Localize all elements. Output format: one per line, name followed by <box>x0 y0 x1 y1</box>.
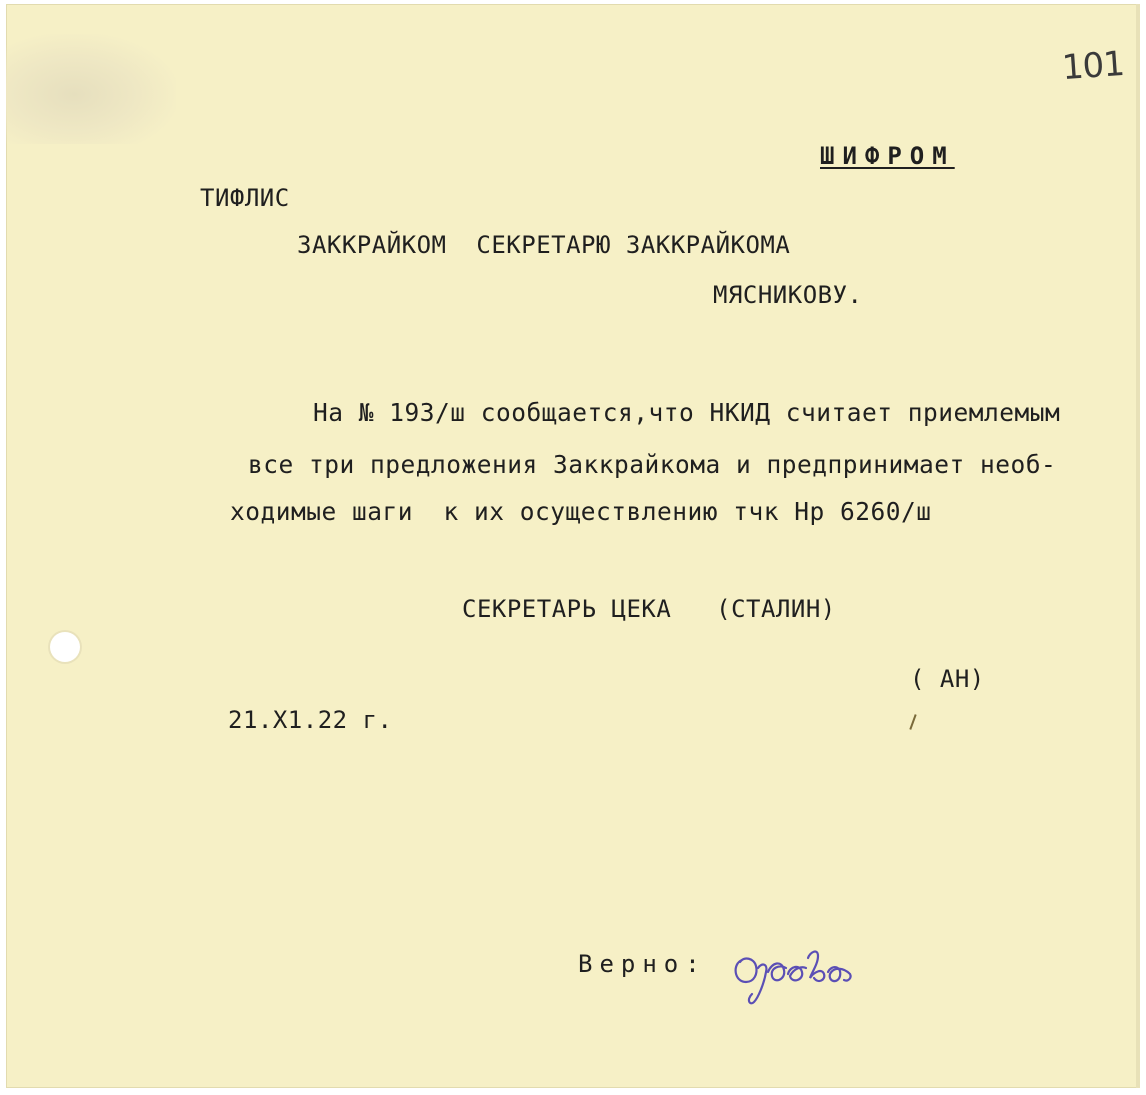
document-date: 21.Х1.22 г. <box>228 706 393 734</box>
destination-city: ТИФЛИС <box>200 184 290 212</box>
recipient-name: МЯСНИКОВУ. <box>713 281 863 309</box>
classification-heading: ШИФРОМ <box>820 142 955 170</box>
document-sheet <box>6 4 1140 1088</box>
typist-initials: ( АН) <box>910 665 985 693</box>
verified-label: Верно: <box>578 950 707 978</box>
body-line-1: На № 193/ш сообщается,что НКИД считает приемлемым <box>313 398 1061 427</box>
paper-stain <box>6 34 176 144</box>
addressee-line: ЗАККРАЙКОМ СЕКРЕТАРЮ ЗАККРАЙКОМА <box>297 231 791 259</box>
sheet-edge <box>1136 4 1140 1088</box>
body-line-2: все три предложения Заккрайкома и предпринимает необ- <box>248 450 1057 479</box>
page-number: 101 <box>1060 43 1126 89</box>
body-line-3: ходимые шаги к их осуществлению тчк Нр 6260/ш <box>230 497 932 526</box>
handwritten-signature <box>728 938 858 1008</box>
punch-hole <box>50 632 80 662</box>
signatory-line: СЕКРЕТАРЬ ЦЕКА (СТАЛИН) <box>462 595 836 623</box>
